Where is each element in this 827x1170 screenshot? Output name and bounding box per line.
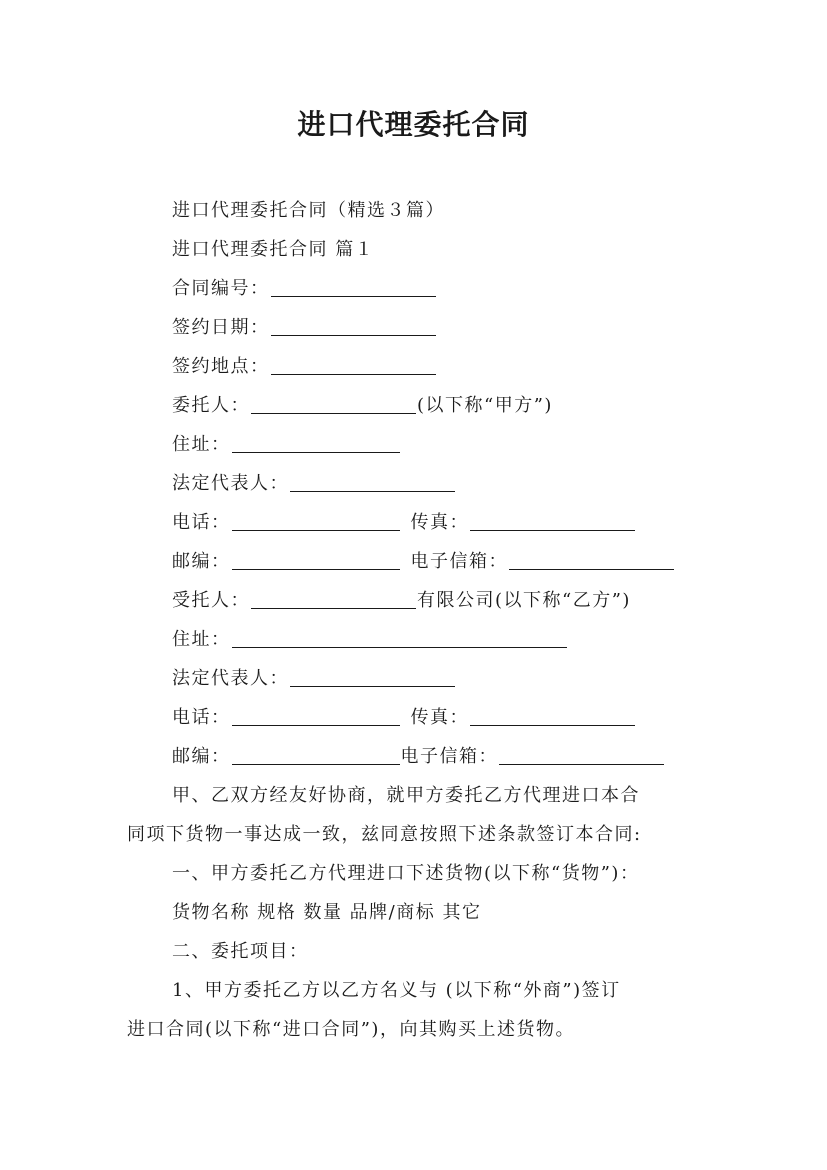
phone-a-label: 电话： [172,512,231,533]
address-b-row [172,628,568,652]
postcode-b-blank [232,746,400,765]
clause-1: 一、甲方委托乙方代理进口下述货物(以下称“货物”)： [172,863,640,884]
legal-rep-a-label: 法定代表人： [172,473,289,494]
sign-place-label: 签约地点： [172,356,270,377]
phone-b-label: 电话： [172,707,231,728]
sign-place-blank [271,356,436,375]
agent-row [172,589,631,613]
contract-number-blank [271,278,436,297]
legal-rep-b-label: 法定代表人： [172,668,289,689]
principal-label: 委托人： [172,395,250,416]
sign-place-row [172,355,437,379]
fax-b-label: 传真： [410,707,469,728]
legal-rep-b-blank [290,668,455,687]
agent-suffix: 有限公司(以下称“乙方”) [417,590,631,611]
email-a-label: 电子信箱： [410,551,508,572]
address-a-blank [232,434,400,453]
legal-rep-b-row [172,667,456,691]
agent-blank [251,590,416,609]
goods-header: 货物名称 规格 数量 品牌/商标 其它 [172,902,482,923]
item-1-line2: 进口合同(以下称“进口合同”)，向其购买上述货物。 [127,1019,575,1040]
phone-a-blank [232,512,400,531]
fax-a-label: 传真： [410,512,469,533]
postcode-a-label: 邮编： [172,551,231,572]
agent-label: 受托人： [172,590,250,611]
email-a-blank [509,551,674,570]
fax-b-blank [470,707,635,726]
clause-2: 二、委托项目： [172,941,309,962]
address-a-label: 住址： [172,434,231,455]
sign-date-row [172,316,437,340]
postcode-email-a-row [172,550,675,574]
document-subtitle: 进口代理委托合同（精选３篇） [172,200,445,221]
address-b-blank [232,629,567,648]
sign-date-label: 签约日期： [172,317,270,338]
postcode-email-b-row [172,745,665,769]
intro-paragraph-line2: 同项下货物一事达成一致，兹同意按照下述条款签订本合同: [127,824,642,845]
email-b-label: 电子信箱： [400,746,498,767]
fax-a-blank [470,512,635,531]
contract-number-label: 合同编号： [172,278,270,299]
email-b-blank [499,746,664,765]
postcode-a-blank [232,551,400,570]
address-a-row [172,433,401,457]
postcode-b-label: 邮编： [172,746,231,767]
sign-date-blank [271,317,436,336]
legal-rep-a-row [172,472,456,496]
document-title: 进口代理委托合同 [297,108,530,141]
phone-fax-b-row [172,706,636,730]
principal-blank [251,395,416,414]
intro-paragraph-line1: 甲、乙双方经友好协商，就甲方委托乙方代理进口本合 [172,785,640,806]
item-1-line1: 1、甲方委托乙方以乙方名义与 (以下称“外商”)签订 [172,980,621,1001]
address-b-label: 住址： [172,629,231,650]
phone-fax-a-row [172,511,636,535]
section-heading: 进口代理委托合同 篇１ [172,239,375,260]
principal-row [172,394,553,418]
legal-rep-a-blank [290,473,455,492]
contract-number-row [172,277,437,301]
phone-b-blank [232,707,400,726]
principal-alias: (以下称“甲方”) [417,395,553,416]
